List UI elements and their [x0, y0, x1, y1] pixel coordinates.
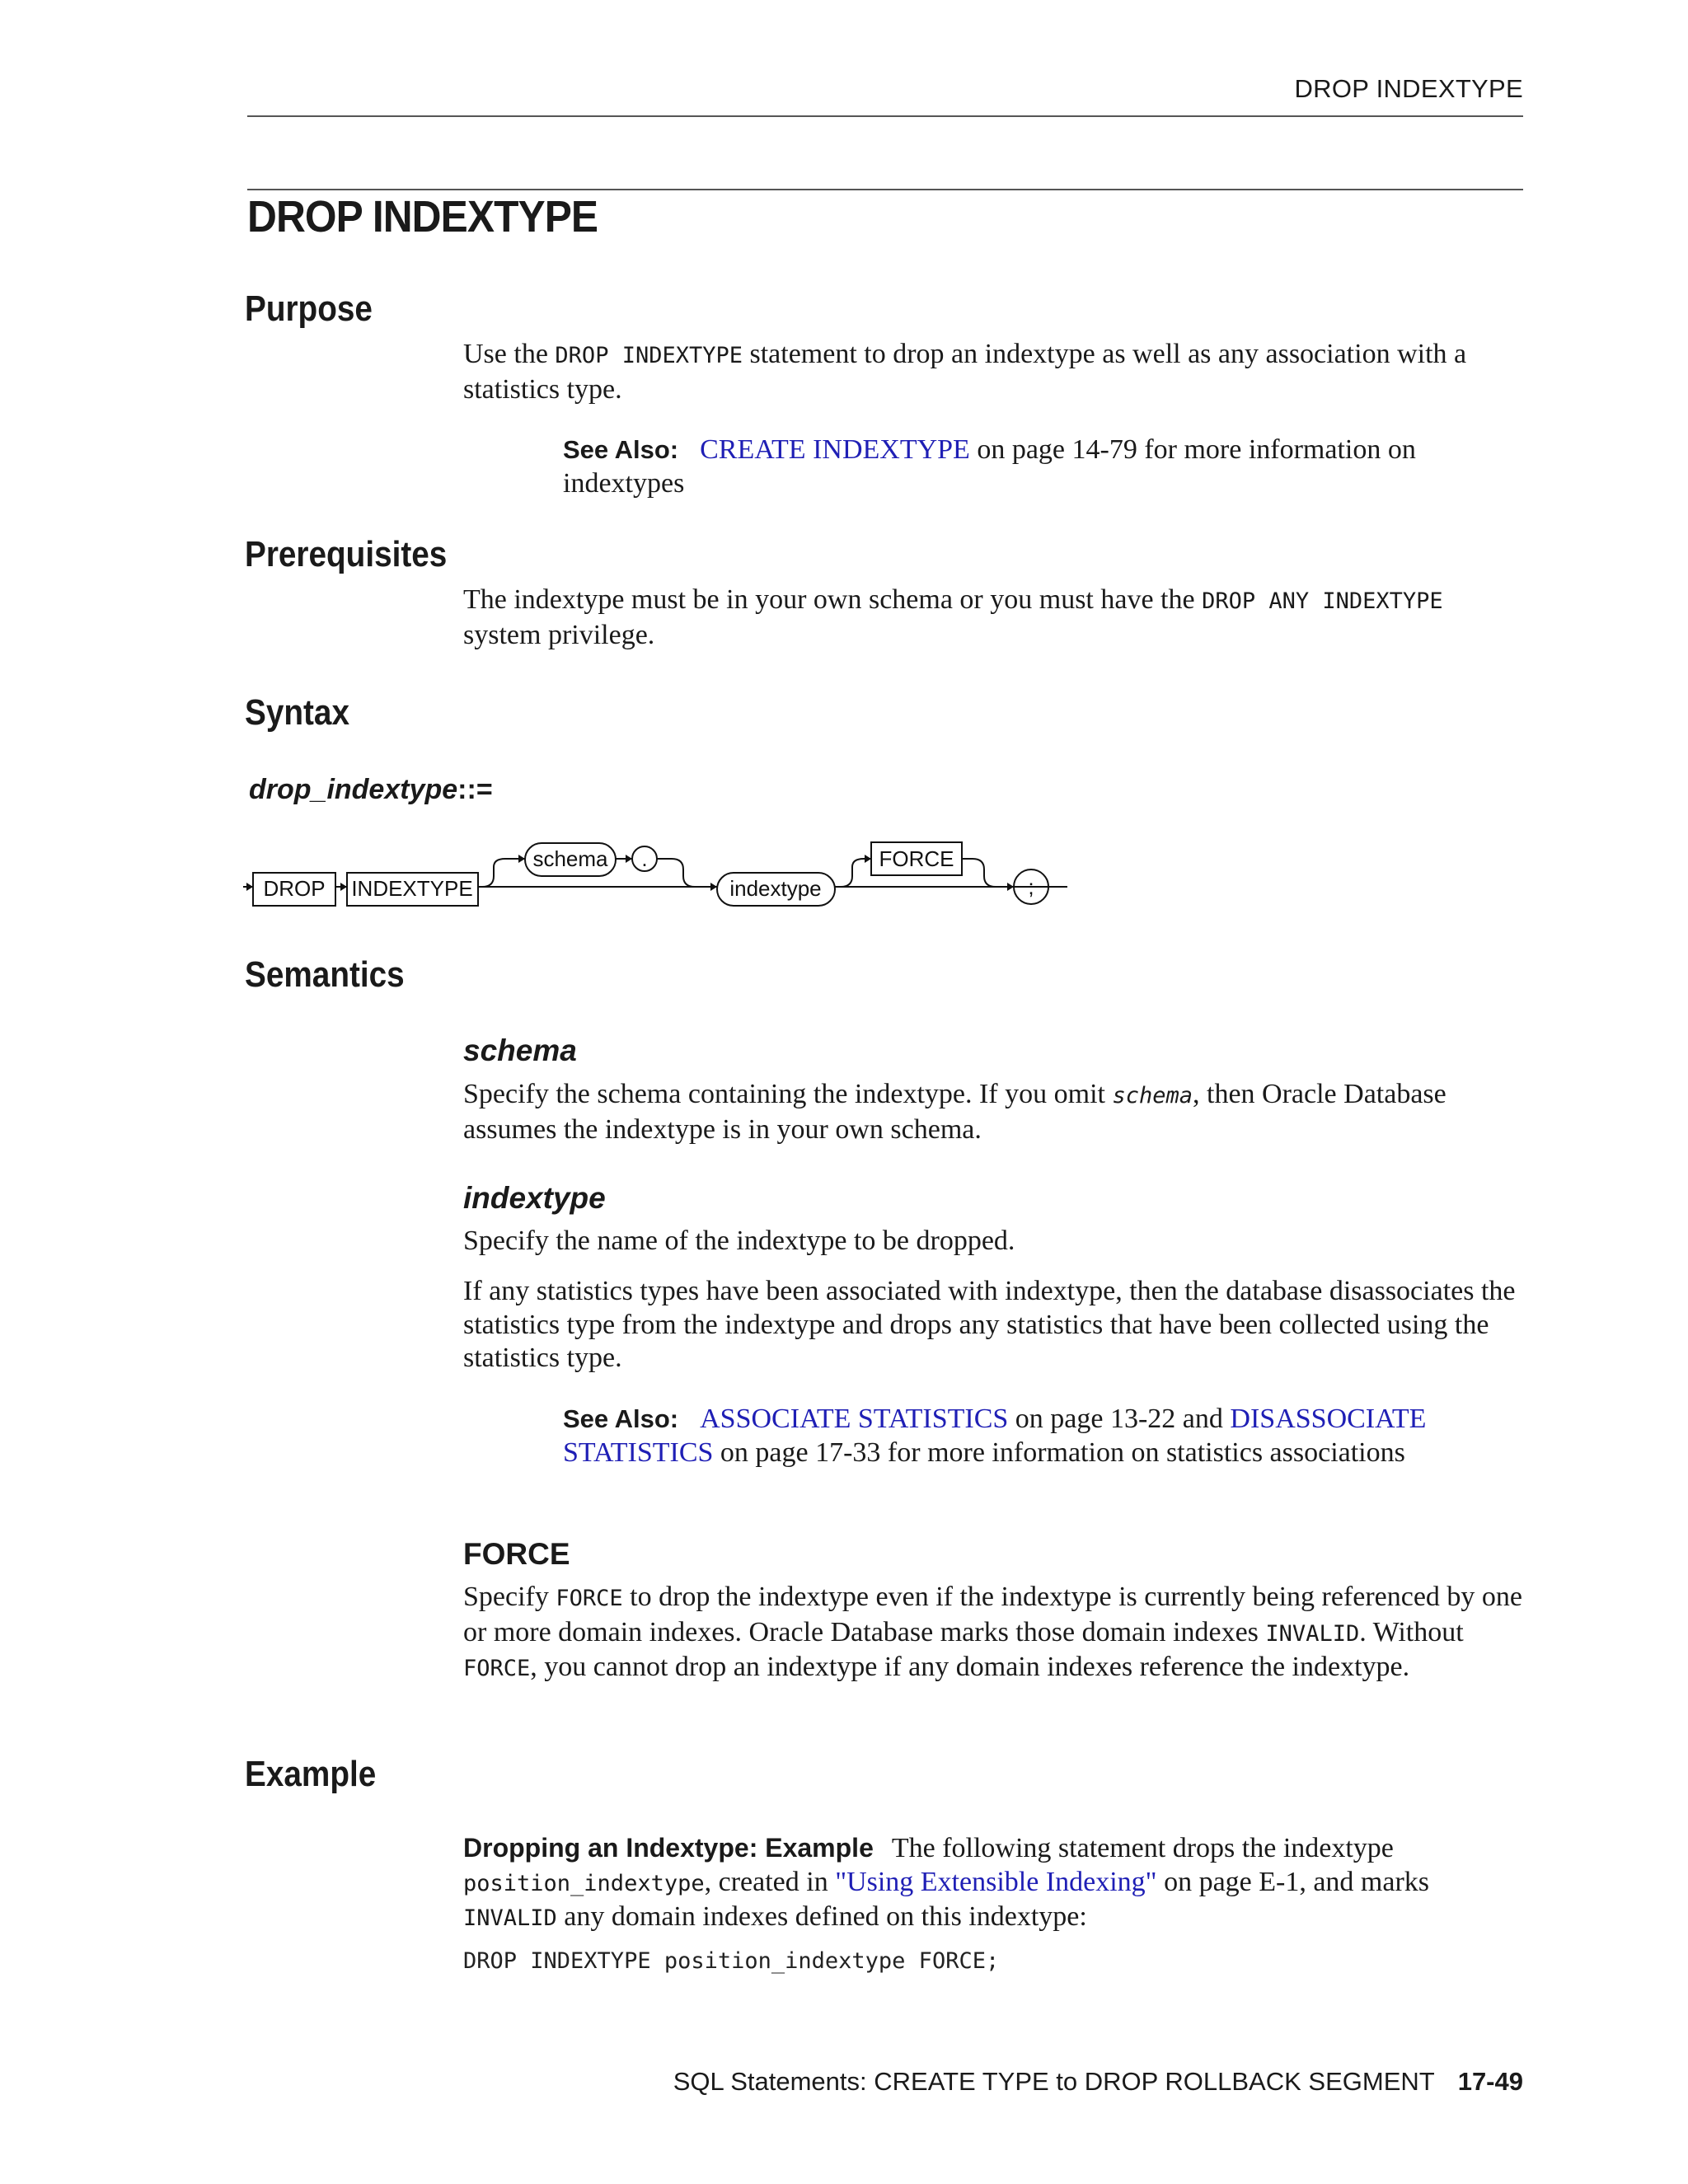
text: any domain indexes defined on this indextype:	[556, 1901, 1087, 1932]
page-number: 17-49	[1457, 2067, 1523, 2096]
arrow-icon	[246, 883, 253, 891]
indextype-see-also	[563, 1403, 1511, 1469]
text: Specify	[463, 1582, 556, 1612]
arrow-icon	[340, 883, 347, 891]
text: on page 13-22 and	[1008, 1404, 1231, 1434]
link-create-indextype[interactable]: CREATE INDEXTYPE	[700, 434, 970, 465]
arrow-icon	[1007, 883, 1014, 891]
indextype-paragraph-2: If any statistics types have been associated with indextype, then the database disassociates the statistics type from the indextype and drops any statistics that have been collected using the statistics type.	[463, 1276, 1516, 1373]
page-title: DROP INDEXTYPE	[247, 192, 598, 241]
text: Use the	[463, 339, 556, 369]
example-run-in-title: Dropping an Indextype: Example	[463, 1833, 874, 1863]
code-invalid: INVALID	[463, 1905, 557, 1931]
node-drop-label: DROP	[263, 876, 326, 901]
schema-paragraph	[463, 1078, 1526, 1146]
link-using-extensible-indexing[interactable]: "Using Extensible Indexing"	[835, 1866, 1157, 1897]
text: on page 14-79 for more information on indextypes	[563, 434, 1416, 499]
node-force-label: FORCE	[879, 846, 954, 871]
text: to drop the indextype even if the indextype is currently being referenced by one or more domain indexes. Oracle Database marks those domain indexes	[463, 1582, 1523, 1647]
text: , then Oracle Database assumes the indextype is in your own schema.	[463, 1079, 1447, 1145]
text: . Without	[1359, 1616, 1464, 1647]
path-line	[657, 859, 695, 887]
example-heading: Example	[245, 1754, 377, 1794]
text: Specify the schema containing the indextype. If you omit	[463, 1079, 1113, 1109]
node-dot-label: .	[641, 846, 648, 871]
code-schema: schema	[1112, 1083, 1193, 1108]
code-drop-indextype: DROP INDEXTYPE	[555, 343, 743, 368]
arrow-icon	[518, 855, 525, 863]
text: on page 17-33 for more information on statistics associations	[713, 1436, 1405, 1468]
purpose-heading: Purpose	[245, 288, 373, 329]
header-rule	[247, 115, 1523, 117]
link-disassociate-statistics[interactable]: DISASSOCIATE STATISTICS	[563, 1404, 1427, 1468]
code-force: FORCE	[463, 1656, 531, 1681]
prerequisites-paragraph	[463, 583, 1526, 652]
text: statement to drop an indextype as well as any association with a statistics type.	[463, 339, 1467, 405]
code-invalid: INVALID	[1265, 1620, 1360, 1647]
text: on page E-1, and marks	[1156, 1866, 1430, 1897]
page-footer	[673, 2067, 1523, 2097]
code-force: FORCE	[556, 1586, 623, 1611]
path-line	[841, 859, 871, 887]
rule-name: drop_indextype	[249, 774, 458, 805]
purpose-paragraph	[463, 338, 1526, 406]
prerequisites-heading: Prerequisites	[245, 534, 448, 574]
text: The following statement drops the indextype	[891, 1833, 1394, 1863]
example-paragraph	[463, 1831, 1526, 1936]
text: The indextype must be in your own schema or you must have the	[463, 584, 1203, 615]
rule-suffix: ::=	[457, 774, 493, 805]
force-subheading: FORCE	[463, 1537, 570, 1571]
path-line	[482, 859, 525, 887]
syntax-heading: Syntax	[245, 692, 349, 733]
see-also-label: See Also:	[563, 1404, 679, 1433]
node-indextype-label: indextype	[729, 876, 822, 901]
node-semicolon-label: ;	[1028, 874, 1034, 899]
syntax-diagram	[243, 828, 1067, 935]
indextype-paragraph-1: Specify the name of the indextype to be dropped.	[463, 1226, 1015, 1256]
text: , you cannot drop an indextype if any domain indexes reference the indextype.	[530, 1652, 1410, 1682]
code-drop-any-indextype: DROP ANY INDEXTYPE	[1202, 588, 1443, 614]
text: , created in	[704, 1866, 836, 1897]
example-code: DROP INDEXTYPE position_indextype FORCE;	[463, 1948, 1000, 1974]
node-indextype-keyword-label: INDEXTYPE	[351, 876, 473, 901]
arrow-icon	[710, 883, 717, 891]
link-associate-statistics[interactable]: ASSOCIATE STATISTICS	[700, 1404, 1009, 1434]
code-position-indextype: position_indextype	[463, 1870, 705, 1896]
force-paragraph	[463, 1581, 1526, 1686]
arrow-icon	[865, 855, 871, 863]
semantics-heading: Semantics	[245, 954, 405, 995]
indextype-subheading: indextype	[463, 1181, 606, 1215]
purpose-see-also	[563, 434, 1511, 500]
text: system privilege.	[463, 619, 655, 650]
footer-title: SQL Statements: CREATE TYPE to DROP ROLLBACK SEGMENT	[673, 2067, 1435, 2096]
syntax-rule-name	[249, 774, 493, 806]
arrow-icon	[626, 855, 632, 863]
running-head: DROP INDEXTYPE	[1294, 74, 1523, 103]
schema-subheading: schema	[463, 1033, 577, 1067]
title-rule	[247, 189, 1523, 190]
see-also-label: See Also:	[563, 435, 679, 464]
node-schema-label: schema	[532, 846, 608, 871]
path-line	[962, 859, 996, 887]
